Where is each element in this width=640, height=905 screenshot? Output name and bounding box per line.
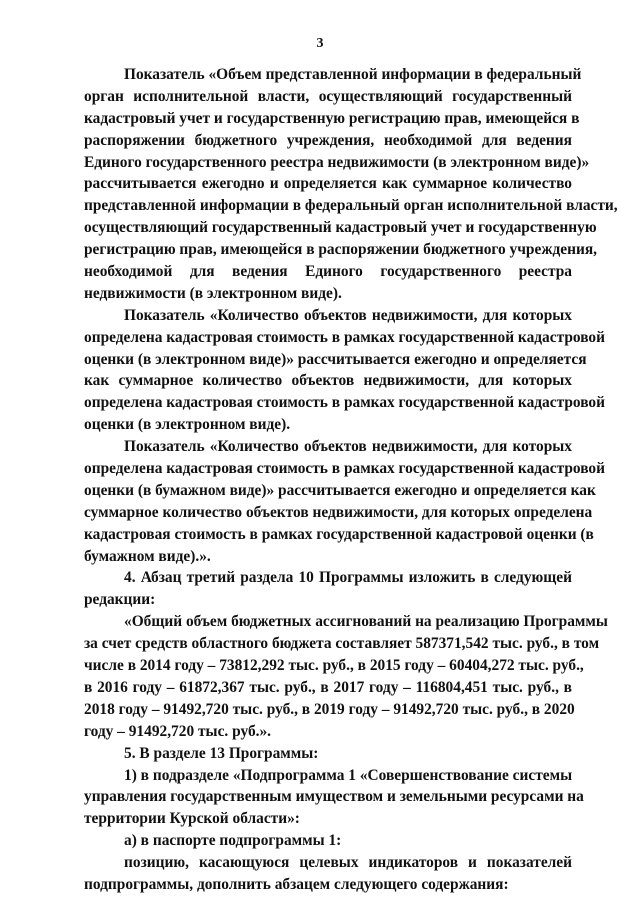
text-line: оценки (в электронном виде)» рассчитывается ежегодно и определяется — [84, 350, 587, 368]
text-line: суммарное количество объектов недвижимости, для которых определена — [84, 503, 593, 521]
text-line: числе в 2014 году – 73812,292 тыс. руб., в 2015 году – 60404,272 тыс. руб., — [84, 657, 584, 675]
text-line: редакции: — [84, 591, 156, 609]
text-line: рассчитывается ежегодно и определяется как суммарное количество — [84, 175, 572, 193]
text-line: кадастровый учет и государственную регистрацию прав, имеющейся в — [84, 109, 580, 127]
text-line: подпрограммы, дополнить абзацем следующего содержания: — [84, 875, 509, 893]
text-line: регистрацию прав, имеющейся в распоряжении бюджетного учреждения, — [84, 241, 598, 259]
text-line: «Общий объем бюджетных ассигнований на реализацию Программы — [124, 613, 608, 631]
text-line: недвижимости (в электронном виде). — [84, 284, 342, 302]
document-body — [84, 64, 618, 896]
text-line: Показатель «Количество объектов недвижимости, для которых — [124, 306, 572, 324]
text-line: представленной информации в федеральный орган исполнительной власти, — [84, 197, 618, 215]
text-line: 1) в подразделе «Подпрограмма 1 «Совершенствование системы — [124, 766, 573, 784]
text-line: необходимой для ведения Единого государственного реестра — [84, 263, 572, 281]
text-line: 5. В разделе 13 Программы: — [124, 744, 319, 762]
text-line: оценки (в бумажном виде)» рассчитывается ежегодно и определяется как — [84, 481, 596, 499]
text-line: орган исполнительной власти, осуществляющий государственный — [84, 87, 572, 105]
paragraph — [84, 765, 584, 831]
text-line: Показатель «Объем представленной информации в федеральный — [124, 66, 582, 83]
text-line: определена кадастровая стоимость в рамках государственной кадастровой — [84, 460, 605, 478]
paragraph — [84, 852, 572, 896]
paragraph — [84, 743, 572, 765]
text-line: распоряжении бюджетного учреждения, необходимой для ведения — [84, 131, 572, 149]
text-line: осуществляющий государственный кадастровый учет и государственную — [84, 219, 597, 237]
text-line: определена кадастровая стоимость в рамках государственной кадастровой — [84, 328, 605, 346]
text-line: бумажном виде).». — [84, 547, 211, 565]
text-line: 4. Абзац третий раздела 10 Программы изложить в следующей — [124, 569, 572, 587]
text-line: кадастровая стоимость в рамках государственной кадастровой оценки (в — [84, 525, 594, 543]
text-line: Показатель «Количество объектов недвижимости, для которых — [124, 438, 572, 456]
text-line: 2018 году – 91492,720 тыс. руб., в 2019 году – 91492,720 тыс. руб., в 2020 — [84, 700, 575, 718]
text-line: за счет средств областного бюджета составляет 587371,542 тыс. руб., в том — [84, 635, 600, 653]
text-line: оценки (в электронном виде). — [84, 416, 291, 434]
text-line: позицию, касающуюся целевых индикаторов и показателей — [124, 854, 572, 872]
text-line: Единого государственного реестра недвижимости (в электронном виде)» — [84, 153, 590, 171]
text-line: году – 91492,720 тыс. руб.». — [84, 722, 272, 740]
paragraph — [84, 305, 605, 436]
text-line: управления государственным имуществом и земельными ресурсами на — [84, 788, 584, 806]
paragraph — [84, 436, 605, 567]
text-line: определена кадастровая стоимость в рамках государственной кадастровой — [84, 394, 605, 412]
paragraph — [84, 611, 608, 742]
page-number: 3 — [316, 36, 324, 51]
text-line: как суммарное количество объектов недвижимости, для которых — [84, 372, 572, 390]
paragraph — [84, 567, 572, 611]
paragraph — [84, 830, 572, 852]
text-line: в 2016 году – 61872,367 тыс. руб., в 2017 году – 116804,451 тыс. руб., в — [84, 678, 572, 696]
text-line: а) в паспорте подпрограммы 1: — [124, 832, 342, 850]
paragraph — [84, 64, 618, 305]
text-line: территории Курской области»: — [84, 810, 300, 828]
